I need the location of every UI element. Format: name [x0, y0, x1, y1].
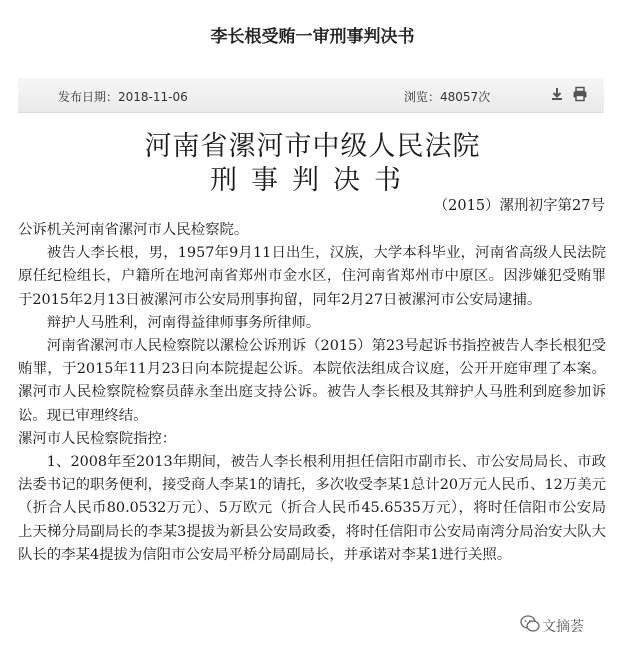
paragraph: 公诉机关河南省漯河市人民检察院。: [18, 222, 249, 238]
paragraph: 1、2008年至2013年期间，被告人李长根利用担任信阳市副市长、市公安局局长、市政法委书记的职务便利，接受商人李某1的请托，多次收受李某1总计20万元人民币、12万美元（折合人民币80.0532万元）、5万欧元（折合人民币45.6535万元），将时任信阳市公安局上天梯分局副局长的李某3提拔为新县公安局政委，将时任信阳市公安局南湾分局治安大队大队长的李某4提拔为信阳市公安局平桥分局副局长，并承诺对李某1进行关照。: [18, 454, 606, 563]
view-count: 浏览：48057次: [404, 90, 491, 104]
wechat-icon: [520, 614, 540, 634]
paragraph: 被告人李长根，男，1957年9月11日出生，汉族，大学本科毕业，河南省高级人民法院原任纪检组长，户籍所在地河南省郑州市金水区，住河南省郑州市中原区。因涉嫌犯受贿罪于2015年2月13日被漯河市公安局刑事拘留，同年2月27日被漯河市公安局逮捕。: [18, 245, 606, 308]
court-name: 河南省漯河市中级人民法院: [144, 131, 481, 162]
paragraph: 辩护人马胜利，河南得益律师事务所律师。: [46, 314, 321, 331]
meta-bar: [18, 78, 604, 113]
case-number: （2015）漯刑初字第27号: [433, 198, 605, 214]
document-type: 刑事判决书: [210, 165, 415, 196]
printer-icon[interactable]: [572, 86, 588, 102]
watermark-text: 文摘荟: [542, 619, 584, 635]
download-icon[interactable]: [549, 86, 565, 102]
paragraph: 漯河市人民检察院指控：: [18, 430, 177, 447]
watermark: [520, 610, 625, 644]
paragraph: 河南省漯河市人民检察院以漯检公诉刑诉（2015）第23号起诉书指控被告人李长根犯受贿罪，于2015年11月23日向本院提起公诉。本院依法组成合议庭，公开开庭审理了本案。漯河市人民检察院检察员薛永奎出庭支持公诉。被告人李长根及其辩护人马胜利到庭参加诉讼。现已审理终结。: [18, 338, 606, 424]
publish-date: 发布日期：2018-11-06: [58, 90, 188, 104]
document-body: [18, 219, 606, 567]
page-title: 李长根受贿一审刑事判决书: [210, 27, 415, 47]
